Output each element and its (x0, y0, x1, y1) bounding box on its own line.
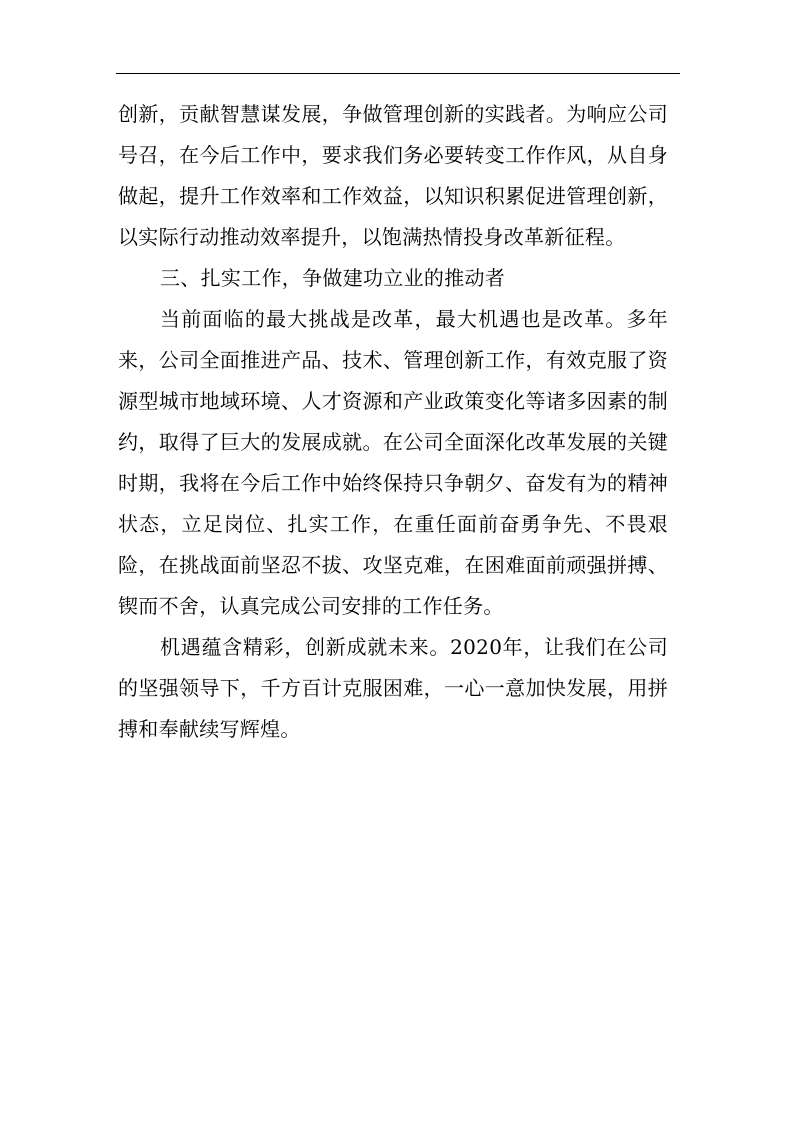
header-rule (116, 73, 680, 74)
paragraph-reform: 当前面临的最大挑战是改革，最大机遇也是改革。多年来，公司全面推进产品、技术、管理创新工作，有效克服了资源型城市地域环境、人才资源和产业政策变化等诸多因素的制约，取得了巨大的发展成就。在公司全面深化改革发展的关键时期，我将在今后工作中始终保持只争朝夕、奋发有为的精神状态，立足岗位、扎实工作，在重任面前奋勇争先、不畏艰险，在挑战面前坚忍不拔、攻坚克难，在困难面前顽强拼搏、锲而不舍，认真完成公司安排的工作任务。 (118, 307, 668, 618)
section-heading-3: 三、扎实工作，争做建功立业的推动者 (160, 266, 506, 290)
document-body (118, 94, 668, 750)
paragraph-closing: 机遇蕴含精彩，创新成就未来。2020年，让我们在公司的坚强领导下，千方百计克服困难，一心一意加快发展，用拼搏和奉献续写辉煌。 (118, 635, 668, 741)
paragraph-continued: 创新，贡献智慧谋发展，争做管理创新的实践者。为响应公司号召，在今后工作中，要求我们务必要转变工作作风，从自身做起，提升工作效率和工作效益，以知识积累促进管理创新，以实际行动推动效率提升，以饱满热情投身改革新征程。 (118, 102, 668, 249)
